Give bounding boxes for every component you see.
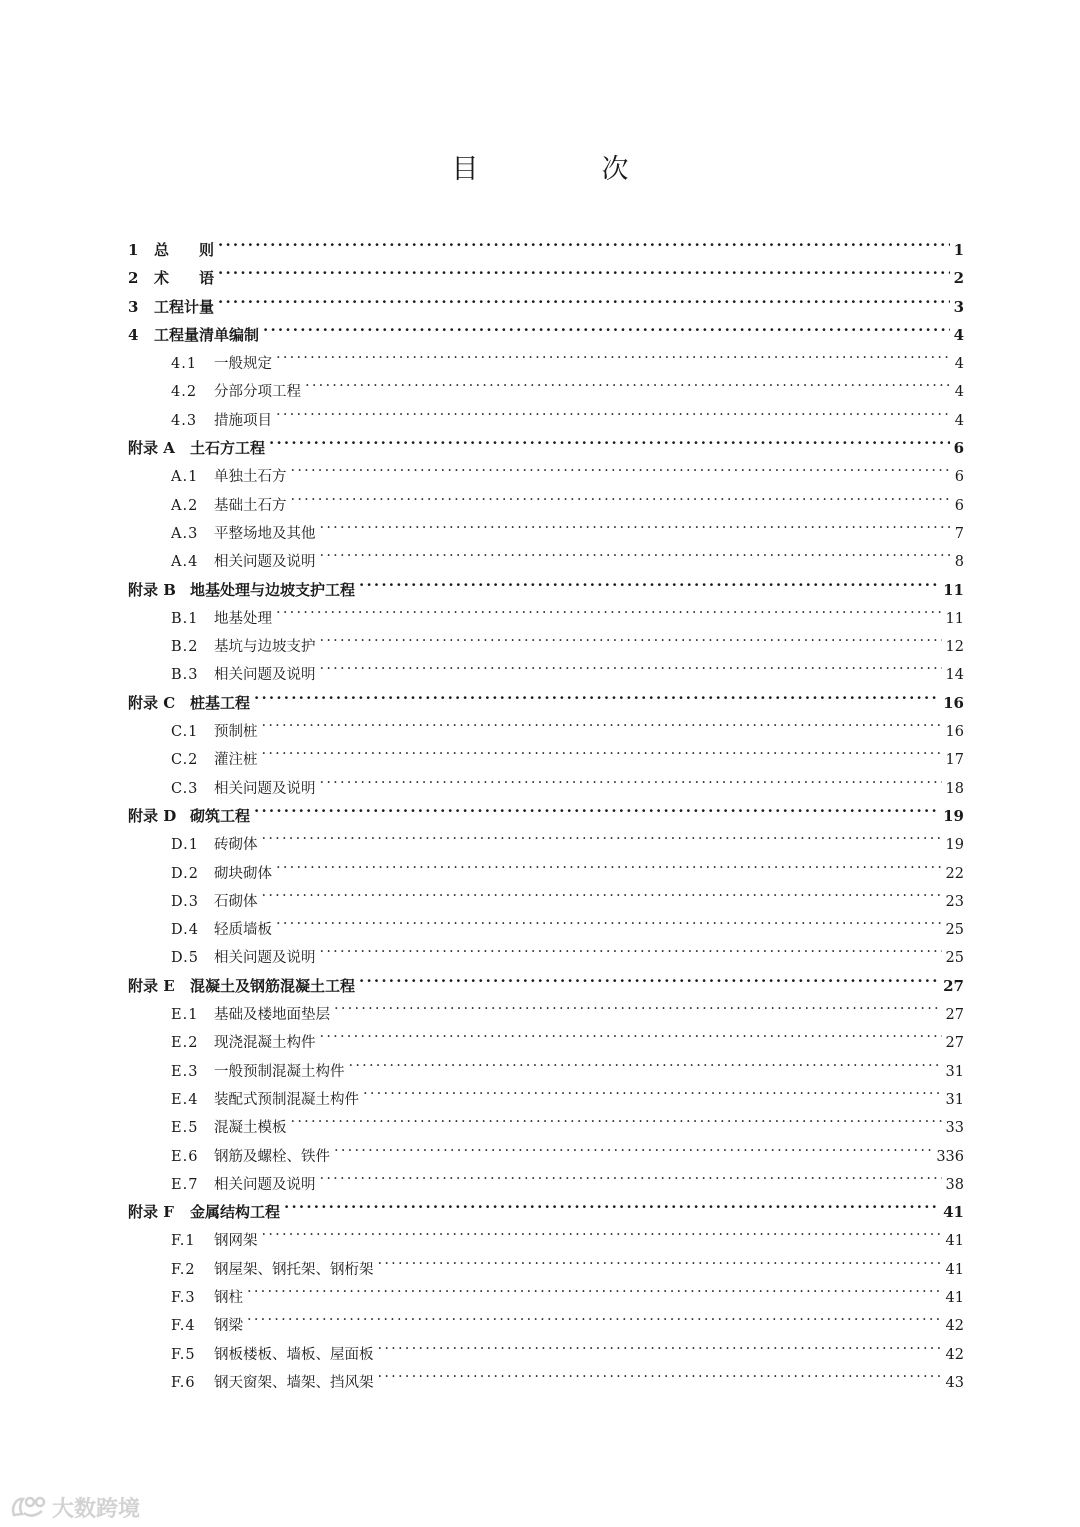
toc-page-number: 25 — [945, 922, 964, 939]
toc-chapter-row[interactable] — [128, 227, 964, 259]
toc-dot-leader — [291, 453, 951, 481]
toc-entry-title: 灌注桩 — [214, 752, 258, 769]
toc-page-number: 43 — [945, 1374, 964, 1391]
toc-entry-number: A.1 — [171, 469, 199, 486]
toc-dot-leader — [284, 1189, 939, 1217]
toc-entry-number: F.5 — [171, 1346, 196, 1363]
toc-dot-leader — [254, 793, 939, 821]
toc-section-row[interactable] — [128, 1331, 964, 1363]
toc-dot-leader — [263, 312, 950, 340]
toc-dot-leader — [320, 1161, 942, 1189]
toc-section-row[interactable] — [128, 1274, 964, 1306]
toc-entry-title: 基坑与边坡支护 — [214, 639, 316, 656]
toc-page-number: 42 — [945, 1318, 964, 1335]
toc-entry-title: 现浇混凝土构件 — [214, 1035, 316, 1052]
toc-entry-number: F.1 — [171, 1233, 196, 1250]
toc-page-number: 42 — [945, 1346, 964, 1363]
toc-dot-leader — [320, 623, 942, 651]
toc-dot-leader — [320, 538, 951, 566]
toc-entry-title: 相关问题及说明 — [214, 667, 316, 684]
toc-entry-title: 工程计量 — [154, 297, 215, 316]
toc-page-number: 6 — [954, 497, 964, 514]
toc-entry-title: 钢筋及螺栓、铁件 — [214, 1148, 330, 1165]
toc-page-number: 12 — [945, 639, 964, 656]
toc-dot-leader — [334, 1133, 932, 1161]
toc-entry-title: 地基处理与边坡支护工程 — [190, 580, 356, 599]
toc-entry-title: 钢屋架、钢托架、钢桁架 — [214, 1261, 374, 1278]
toc-entry-number: C.1 — [171, 724, 199, 741]
toc-dot-leader — [262, 878, 942, 906]
toc-dot-leader — [378, 1359, 942, 1387]
toc-entry-number: A.2 — [171, 497, 199, 514]
toc-page-number: 38 — [945, 1176, 964, 1193]
toc-entry-title: 钢柱 — [214, 1289, 243, 1306]
toc-dot-leader — [276, 850, 942, 878]
toc-page-number: 4 — [954, 356, 964, 373]
toc-dot-leader — [262, 708, 942, 736]
toc-dot-leader — [218, 284, 950, 312]
toc-section-row[interactable] — [128, 821, 964, 854]
toc-page-number: 4 — [953, 325, 964, 344]
logo-icon — [10, 1493, 48, 1521]
toc-entry-number: 4 — [128, 325, 139, 344]
toc-entry-number: 附录 E — [128, 976, 175, 995]
toc-section-row[interactable] — [128, 708, 964, 741]
toc-page-number: 11 — [943, 580, 964, 599]
toc-dot-leader — [276, 595, 942, 623]
toc-dot-leader — [247, 1274, 942, 1302]
toc-entry-number: D.3 — [171, 893, 199, 910]
toc-dot-leader — [320, 934, 942, 962]
toc-entry-number: 4.2 — [171, 384, 198, 401]
toc-entry-title: 基础土石方 — [214, 497, 287, 514]
toc-entry-number: 附录 A — [128, 439, 175, 458]
toc-entry-title: 分部分项工程 — [214, 384, 301, 401]
toc-page-number: 25 — [945, 950, 964, 967]
toc-dot-leader — [218, 227, 950, 255]
toc-entry-title: 总 则 — [154, 241, 215, 259]
toc-page-number: 4 — [954, 412, 964, 429]
toc-entry-title: 一般规定 — [214, 356, 272, 373]
toc-dot-leader — [269, 425, 950, 453]
toc-entry-number: 1 — [128, 241, 139, 259]
toc-page-number: 3 — [953, 297, 964, 316]
toc-page-number: 23 — [945, 893, 964, 910]
toc-entry-title: 钢天窗架、墙架、挡风架 — [214, 1374, 374, 1391]
toc-page-number: 41 — [945, 1261, 964, 1278]
toc-page-number: 27 — [945, 1007, 964, 1024]
toc-entry-number: F.2 — [171, 1261, 196, 1278]
toc-entry-number: E.4 — [171, 1091, 199, 1108]
toc-entry-title: 石砌体 — [214, 893, 258, 910]
toc-entry-number: A.3 — [171, 525, 199, 542]
toc-entry-number: C.2 — [171, 752, 199, 769]
toc-page-number: 41 — [945, 1289, 964, 1306]
toc-entry-title: 钢梁 — [214, 1318, 243, 1335]
toc-entry-number: A.4 — [171, 554, 199, 571]
toc-dot-leader — [378, 1246, 942, 1274]
toc-page-number: 31 — [945, 1091, 964, 1108]
toc-entry-title: 基础及楼地面垫层 — [214, 1007, 330, 1024]
toc-dot-leader — [334, 991, 942, 1019]
toc-dot-leader — [218, 255, 950, 283]
table-of-contents — [128, 227, 964, 1391]
toc-page-number: 4 — [954, 384, 964, 401]
toc-entry-number: B.1 — [171, 610, 199, 627]
toc-page-number: 33 — [945, 1120, 964, 1137]
toc-entry-number: E.3 — [171, 1063, 199, 1080]
toc-entry-number: D.4 — [171, 922, 199, 939]
toc-entry-number: E.5 — [171, 1120, 199, 1137]
toc-page-number: 41 — [945, 1233, 964, 1250]
toc-dot-leader — [291, 482, 951, 510]
toc-chapter-row[interactable] — [128, 793, 964, 825]
toc-entry-number: B.3 — [171, 667, 199, 684]
toc-entry-title: 相关问题及说明 — [214, 554, 316, 571]
toc-page-number: 16 — [943, 693, 964, 712]
toc-entry-title: 混凝土及钢筋混凝土工程 — [190, 976, 356, 995]
toc-page-number: 27 — [945, 1035, 964, 1052]
watermark — [10, 1490, 140, 1524]
watermark-text: 大数跨境 — [52, 1496, 141, 1522]
toc-entry-number: 附录 C — [128, 693, 176, 712]
toc-page-number: 41 — [943, 1203, 964, 1222]
toc-entry-number: B.2 — [171, 639, 199, 656]
toc-dot-leader — [276, 906, 942, 934]
toc-chapter-row[interactable] — [128, 284, 964, 316]
toc-entry-title: 金属结构工程 — [190, 1203, 281, 1222]
toc-entry-title: 相关问题及说明 — [214, 780, 316, 797]
toc-entry-title: 平整场地及其他 — [214, 525, 316, 542]
toc-entry-title: 轻质墙板 — [214, 922, 272, 939]
toc-page-number: 19 — [943, 806, 964, 825]
toc-page-number: 11 — [945, 610, 964, 627]
toc-entry-number: 4.3 — [171, 412, 198, 429]
toc-entry-number: F.4 — [171, 1318, 196, 1335]
toc-page-number: 1 — [953, 241, 964, 259]
toc-chapter-row[interactable] — [128, 680, 964, 712]
toc-entry-title: 装配式预制混凝土构件 — [214, 1091, 359, 1108]
toc-section-row[interactable] — [128, 1302, 964, 1335]
toc-entry-title: 土石方工程 — [190, 439, 266, 458]
toc-entry-title: 一般预制混凝土构件 — [214, 1063, 345, 1080]
toc-page-number: 2 — [953, 269, 964, 288]
toc-chapter-row[interactable] — [128, 312, 964, 344]
toc-entry-number: 附录 D — [128, 806, 177, 825]
toc-page-number: 8 — [954, 554, 964, 571]
toc-entry-number: F.3 — [171, 1289, 196, 1306]
toc-dot-leader — [276, 397, 950, 425]
toc-page-number: 22 — [945, 865, 964, 882]
toc-entry-title: 工程量清单编制 — [154, 325, 260, 344]
toc-page-number: 336 — [936, 1148, 964, 1165]
toc-page-number: 6 — [953, 439, 964, 458]
toc-page-number: 31 — [945, 1063, 964, 1080]
toc-entry-title: 地基处理 — [214, 610, 272, 627]
toc-dot-leader — [276, 340, 950, 368]
toc-entry-title: 砌块砌体 — [214, 865, 272, 882]
toc-page-number: 7 — [954, 525, 964, 542]
toc-dot-leader — [247, 1302, 942, 1330]
toc-page-number: 18 — [945, 780, 964, 797]
toc-entry-number: D.5 — [171, 950, 199, 967]
toc-dot-leader — [363, 1076, 942, 1104]
toc-page-number: 19 — [945, 837, 964, 854]
toc-dot-leader — [349, 1048, 942, 1076]
toc-dot-leader — [305, 368, 950, 396]
toc-entry-title: 术 语 — [154, 269, 215, 288]
toc-dot-leader — [320, 651, 942, 679]
toc-entry-number: D.1 — [171, 837, 199, 854]
toc-page-number: 27 — [943, 976, 964, 995]
toc-dot-leader — [254, 680, 939, 708]
toc-entry-title: 相关问题及说明 — [214, 1176, 316, 1193]
toc-chapter-row[interactable] — [128, 255, 964, 288]
toc-entry-title: 砌筑工程 — [190, 806, 251, 825]
toc-dot-leader — [262, 1217, 942, 1245]
toc-entry-number: 4.1 — [171, 356, 198, 373]
toc-entry-number: E.7 — [171, 1176, 199, 1193]
toc-entry-title: 钢板楼板、墙板、屋面板 — [214, 1346, 374, 1363]
toc-entry-number: 附录 F — [128, 1203, 174, 1222]
toc-dot-leader — [359, 567, 939, 595]
toc-page-number: 17 — [945, 752, 964, 769]
toc-entry-title: 相关问题及说明 — [214, 950, 316, 967]
toc-dot-leader — [320, 765, 942, 793]
toc-dot-leader — [262, 821, 942, 849]
toc-entry-number: 附录 B — [128, 580, 176, 599]
toc-entry-title: 单独土石方 — [214, 469, 287, 486]
toc-entry-number: E.1 — [171, 1007, 199, 1024]
toc-entry-number: D.2 — [171, 865, 199, 882]
toc-page-number: 16 — [945, 724, 964, 741]
toc-dot-leader — [378, 1331, 942, 1359]
toc-dot-leader — [320, 1019, 942, 1047]
toc-dot-leader — [320, 510, 951, 538]
toc-page-number: 14 — [945, 667, 964, 684]
toc-dot-leader — [359, 963, 939, 991]
toc-entry-number: E.6 — [171, 1148, 199, 1165]
toc-entry-title: 混凝土模板 — [214, 1120, 287, 1137]
toc-entry-number: 3 — [128, 297, 139, 316]
toc-entry-title: 桩基工程 — [190, 693, 251, 712]
toc-entry-number: 2 — [128, 269, 139, 288]
toc-entry-title: 钢网架 — [214, 1233, 258, 1250]
toc-entry-number: C.3 — [171, 780, 199, 797]
toc-dot-leader — [262, 736, 942, 764]
toc-entry-title: 预制桩 — [214, 724, 258, 741]
toc-entry-number: E.2 — [171, 1035, 199, 1052]
toc-dot-leader — [291, 1104, 942, 1132]
toc-entry-title: 砖砌体 — [214, 837, 258, 854]
toc-entry-number: F.6 — [171, 1374, 196, 1391]
toc-page-number: 6 — [954, 469, 964, 486]
page-title: 目 次 — [451, 154, 677, 185]
toc-entry-title: 措施项目 — [214, 412, 272, 429]
